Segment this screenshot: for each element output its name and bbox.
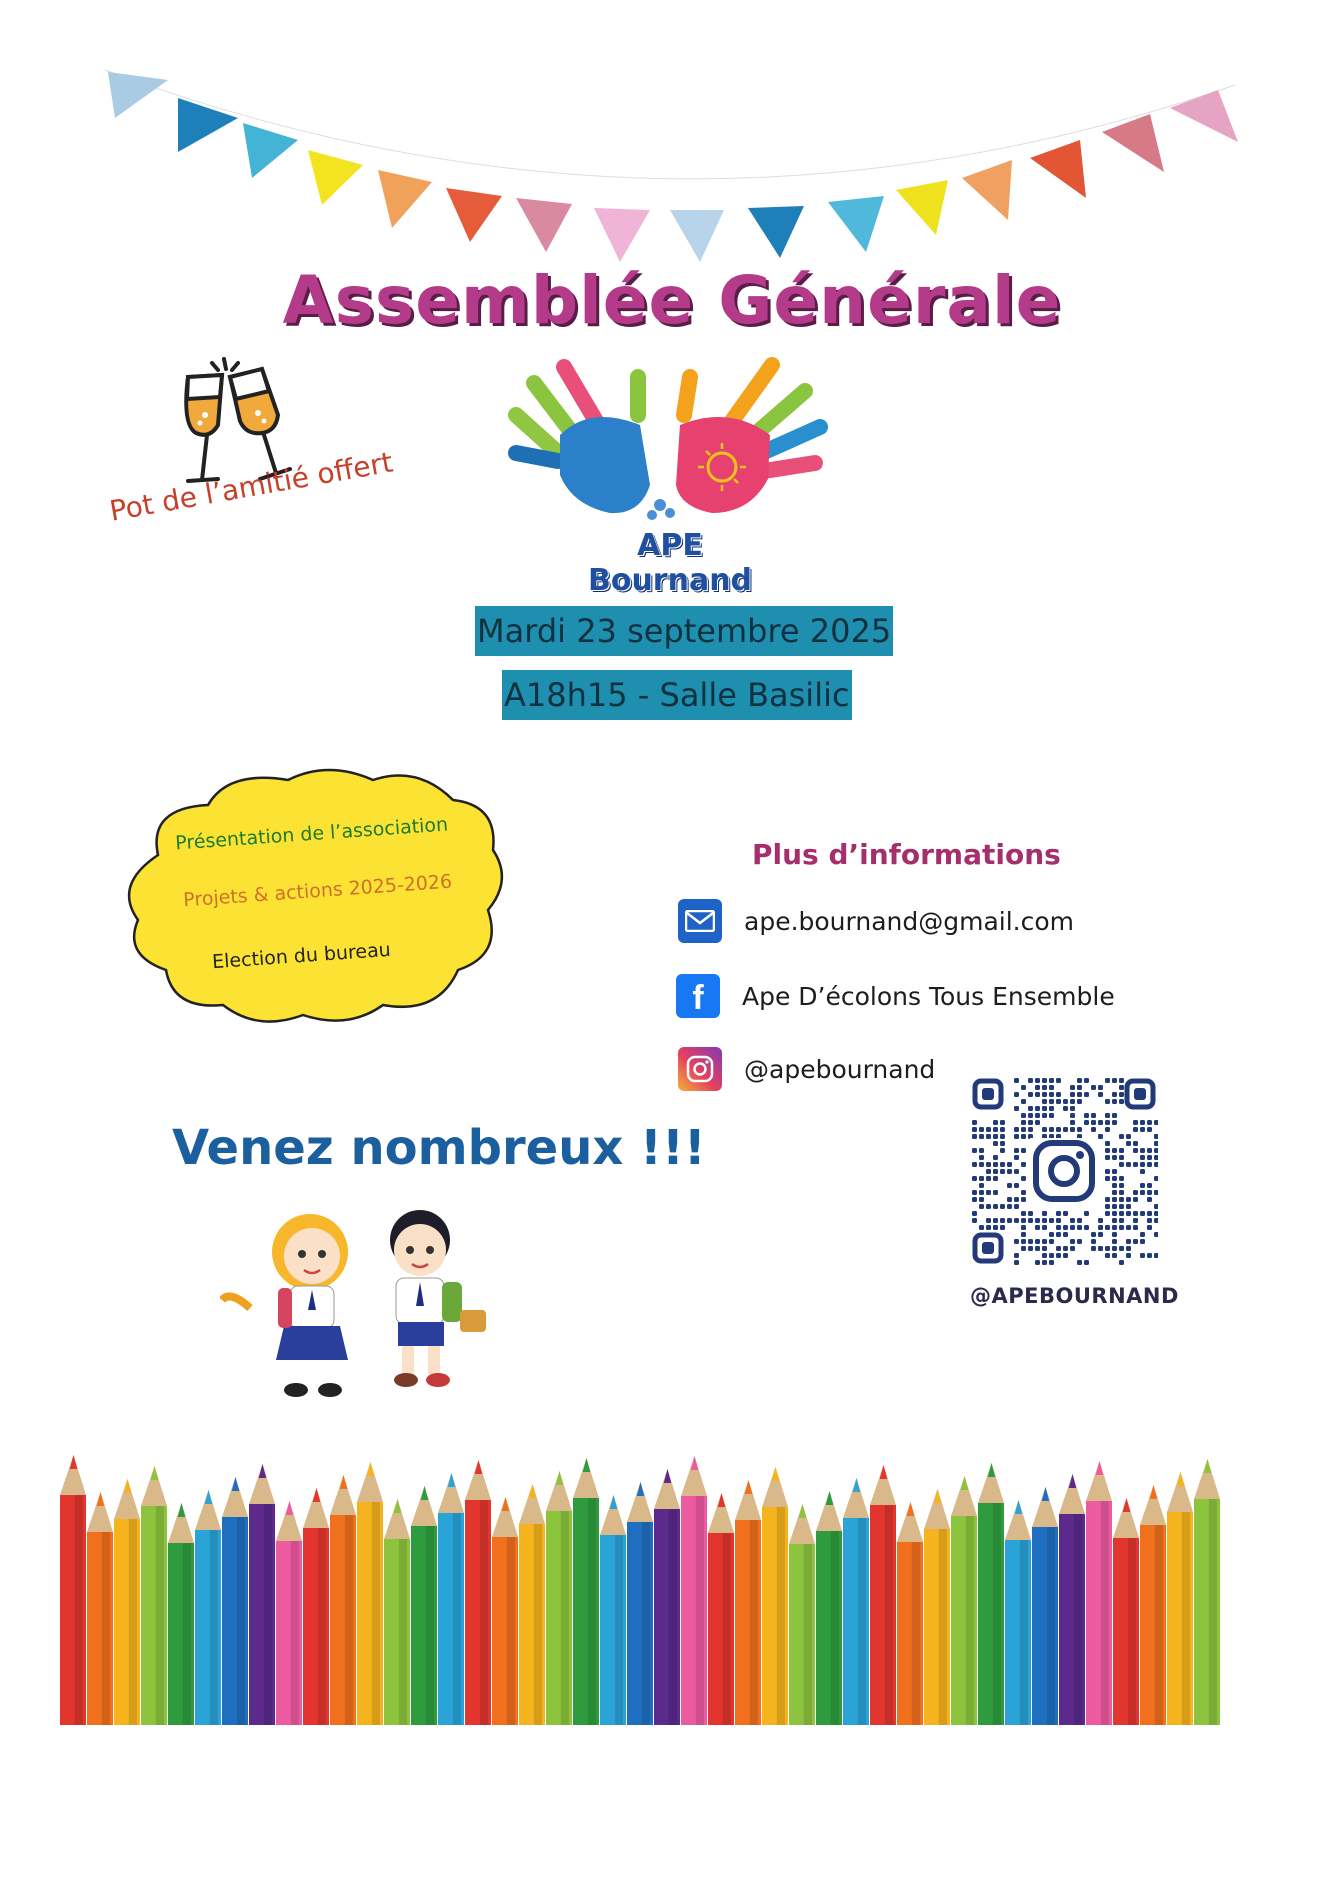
call-to-action: Venez nombreux !!! xyxy=(172,1120,706,1176)
event-date: Mardi 23 septembre 2025 xyxy=(475,606,893,656)
mail-icon xyxy=(678,899,722,943)
logo-text: APE Bournand xyxy=(587,528,753,598)
instagram-icon xyxy=(678,1047,722,1091)
facebook-text: Ape D’écolons Tous Ensemble xyxy=(742,981,1115,1011)
agenda-item: Présentation de l’association xyxy=(174,813,449,855)
event-time-place: A18h15 - Salle Basilic xyxy=(502,670,852,720)
agenda-item: Projets & actions 2025-2026 xyxy=(182,870,453,912)
agenda-item: Election du bureau xyxy=(211,938,392,974)
info-heading: Plus d’informations xyxy=(752,838,1061,871)
email-text: ape.bournand@gmail.com xyxy=(744,906,1075,936)
page-title: Assemblée Générale xyxy=(282,262,1062,339)
qr-label: @APEBOURNAND xyxy=(970,1284,1179,1308)
contact-instagram[interactable] xyxy=(678,1046,935,1092)
qr-code[interactable] xyxy=(970,1076,1158,1266)
pot-amitie-text: Pot de l’amitié offert xyxy=(107,445,396,528)
colored-pencils-decoration xyxy=(60,1395,1230,1725)
facebook-icon: f xyxy=(676,974,720,1018)
ape-logo-hands xyxy=(500,355,840,530)
contact-email[interactable] xyxy=(678,898,1074,944)
children-illustration xyxy=(220,1190,520,1410)
bunting-decoration xyxy=(0,0,1344,280)
instagram-text: @apebournand xyxy=(744,1054,936,1084)
contact-facebook[interactable] xyxy=(676,973,1115,1019)
